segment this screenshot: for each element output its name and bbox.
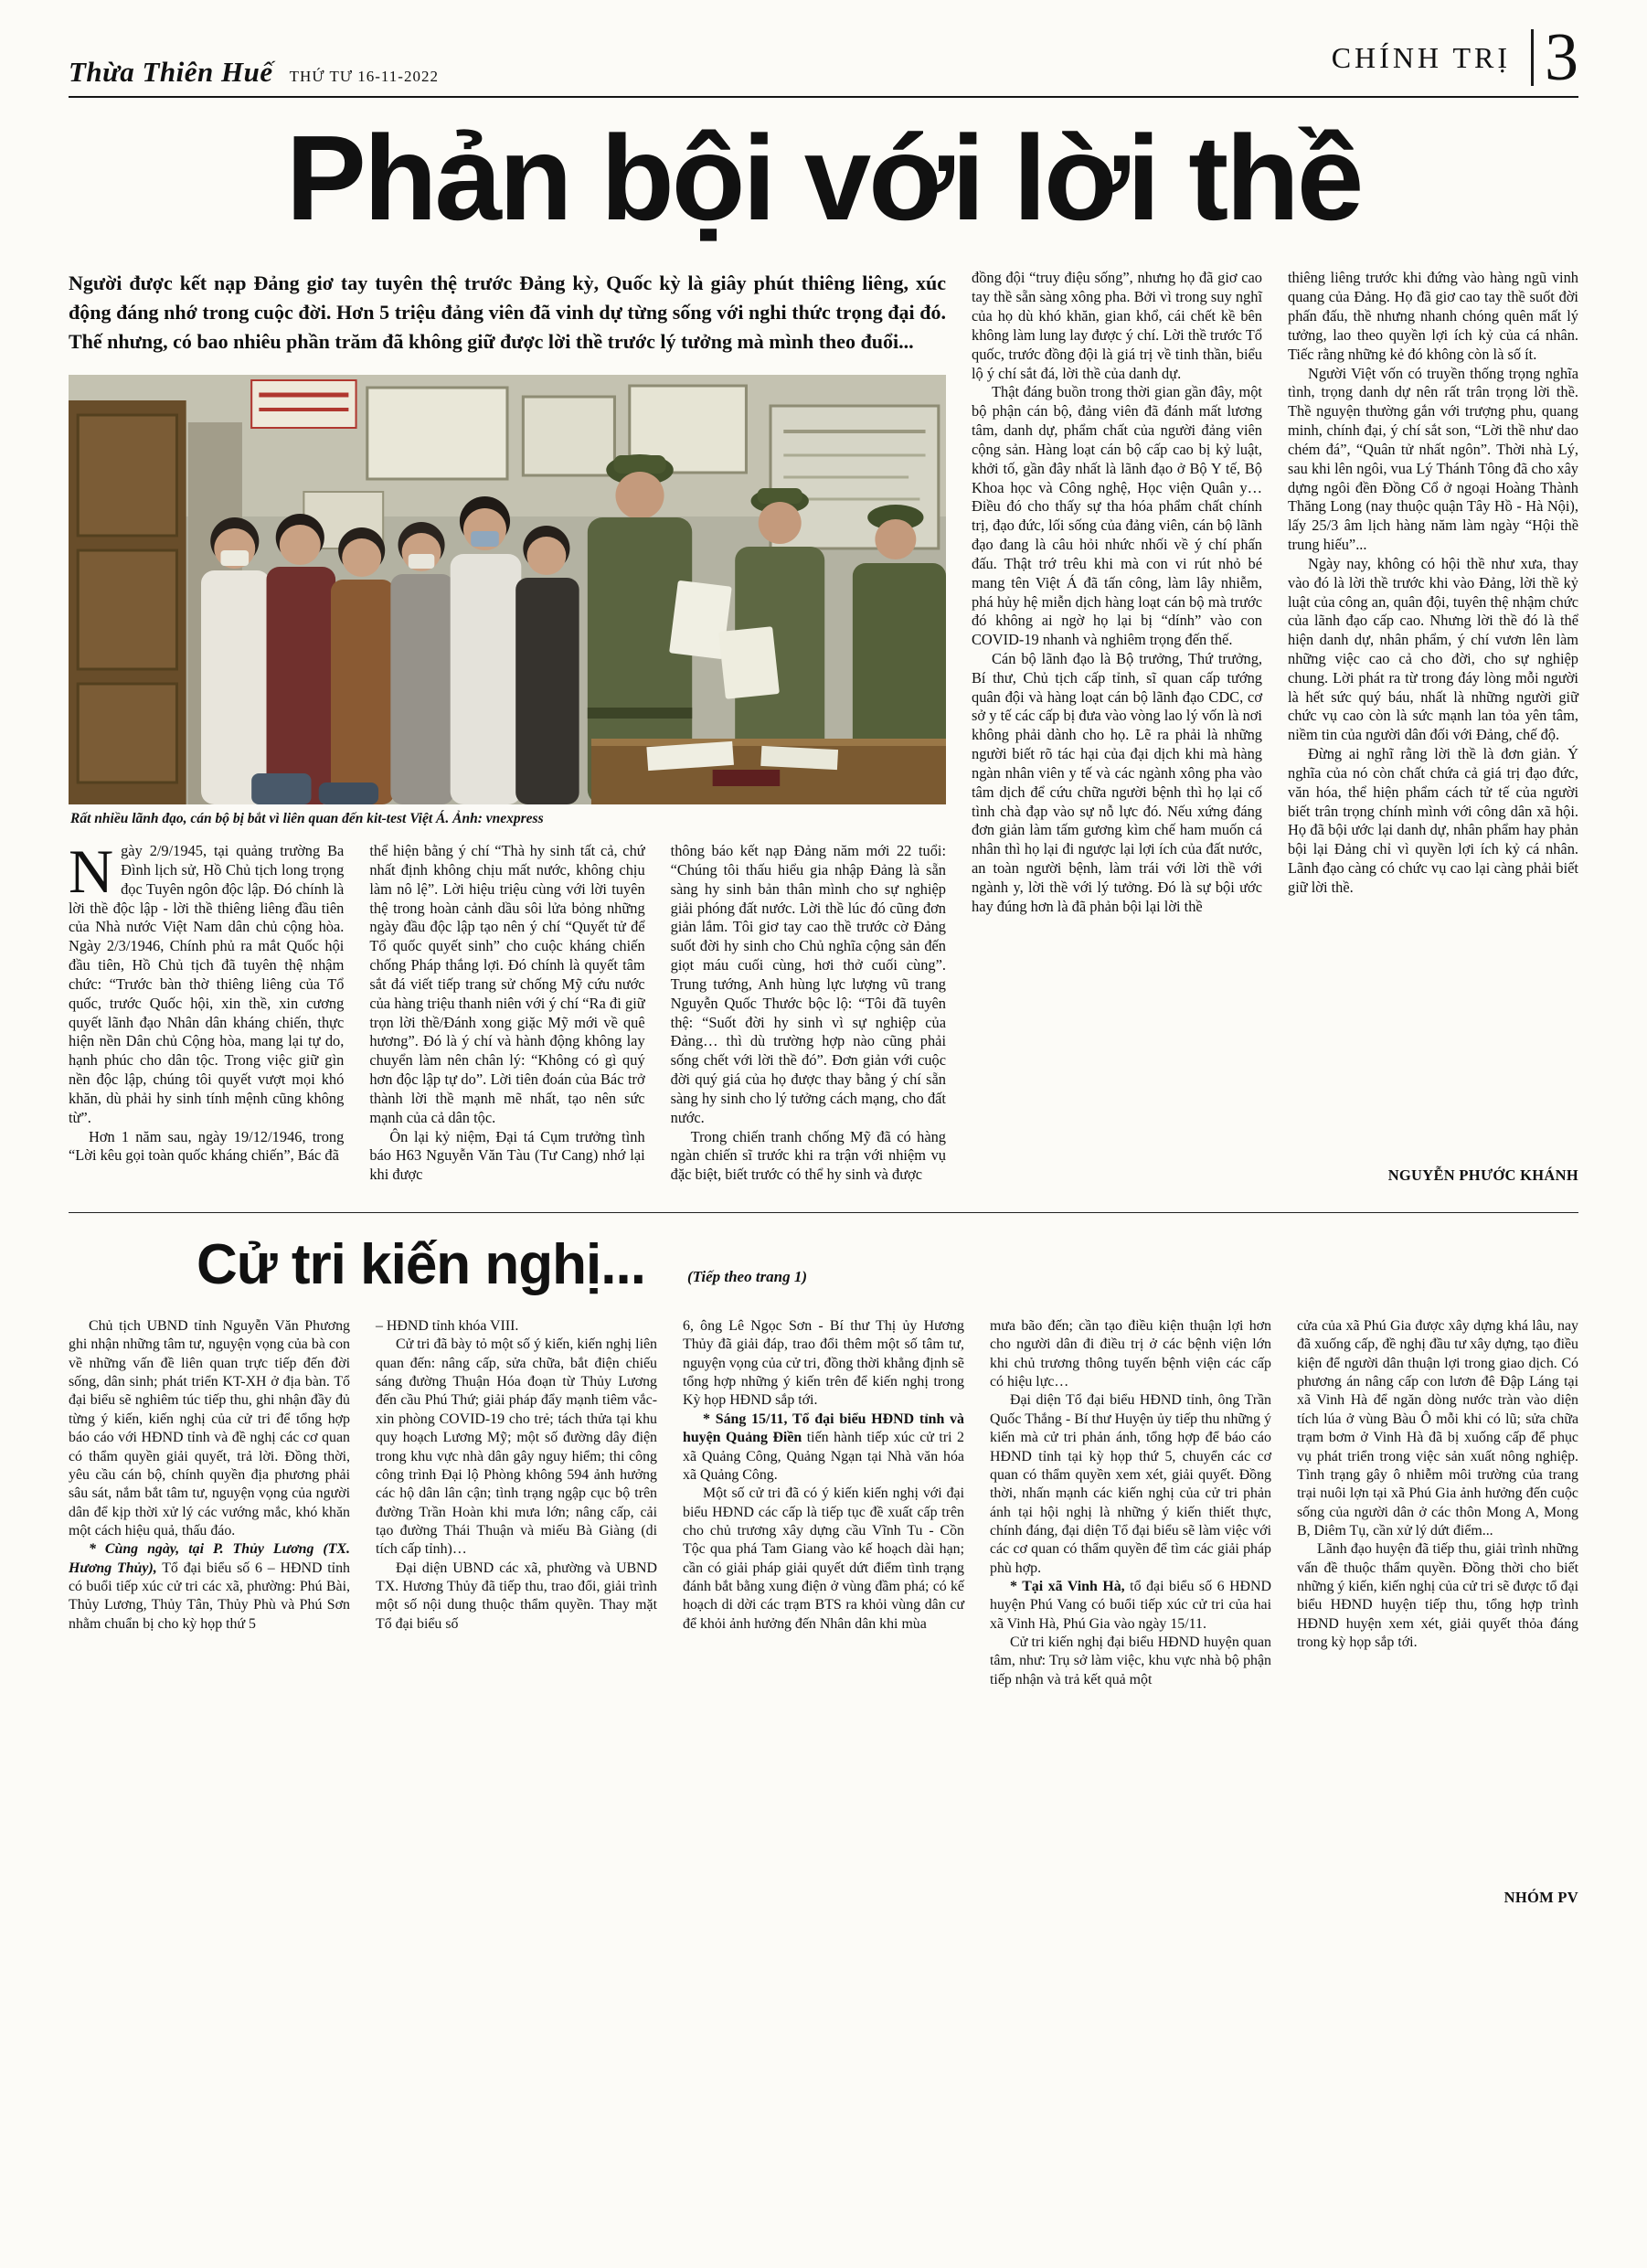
- paragraph: Lãnh đạo huyện đã tiếp thu, giải trình những vấn đề thuộc thẩm quyền. Đồng thời cho biết những ý kiến, kiến nghị của cử tri sẽ được tổ đại biểu HĐND huyện tiếp thu, tổng hợp trình HĐND huyện xem xét, giải quyết thỏa đáng trong kỳ họp sắp tới.: [1297, 1541, 1578, 1651]
- paragraph: [990, 1578, 1271, 1634]
- continuation-note: (Tiếp theo trang 1): [686, 1268, 808, 1285]
- section-title: CHÍNH TRỊ: [1331, 40, 1511, 74]
- second-article-header: [197, 1233, 1578, 1296]
- paragraph: Chủ tịch UBND tỉnh Nguyễn Văn Phương ghi nhận những tâm tư, nguyện vọng của bà con về những vấn đề liên quan trực tiếp đến đời sống, dân sinh; phát triển KT-XH ở địa bàn. Tổ đại biểu sẽ nghiêm túc tiếp thu, ghi nhận đầy đủ từng ý kiến, kiến nghị của cử tri để tổng hợp báo cáo với HĐND tỉnh và đề nghị các cơ quan có thẩm quyền giải quyết, trả lời. Đồng thời, yêu cầu cán bộ, chính quyền địa phương phải sâu sát, nắm bắt tâm tư, nguyện vọng của người dân để kịp thời xử lý các vướng mắc, khó khăn một cách hiệu quả, thấu đáo.: [69, 1318, 350, 1539]
- paragraph: [69, 1540, 350, 1634]
- page-number: 3: [1545, 20, 1578, 95]
- page-header: [69, 20, 1578, 95]
- header-rule: [69, 96, 1578, 98]
- paragraph: mưa bão đến; cần tạo điều kiện thuận lợi hơn cho người dân đi điều trị ở các bệnh viện lớn khi chủ trương thông tuyến bệnh viện các cấp có hiệu lực…: [990, 1318, 1271, 1390]
- masthead: Thừa Thiên Huế: [69, 55, 273, 88]
- lead-paragraph: Người được kết nạp Đảng giơ tay tuyên thệ trước Đảng kỳ, Quốc kỳ là giây phút thiêng liêng, xúc động đáng nhớ trong cuộc đời. Hơn 5 triệu đảng viên đã vinh dự từng sống với nghi thức trọng đại đó. Thế nhưng, có bao nhiêu phần trăm đã không giữ được lời thề trước lý tưởng mà mình theo đuổi...: [69, 272, 946, 354]
- photo-caption-text: Rất nhiều lãnh đạo, cán bộ bị bắt vì liên quan đến kit-test Việt Á.: [70, 811, 450, 827]
- main-byline: NGUYỄN PHƯỚC KHÁNH: [1387, 1166, 1578, 1184]
- second-column-3: [683, 1317, 964, 1907]
- main-left-block: [69, 269, 946, 1185]
- second-headline: Cử tri kiến nghị...: [197, 1233, 645, 1296]
- paragraph-lead-in: * Tại xã Vinh Hà,: [1010, 1579, 1125, 1595]
- paragraph: Ngày nay, không có hội thề như xưa, thay vào đó là lời thề trước khi vào Đảng, lời thề kỷ luật của công an, quân đội, tuyên thệ nhậm chức của lãnh đạo cấp cao. Nhưng lời thề đó là thể hiện danh dự, nhân phẩm, ý chí vươn lên làm những việc cao cả cho đời, cho sự nghiệp chung. Lời phát ra từ trong đáy lòng mỗi người là hết sức quý báu, nhất là những người giữ chức vụ cao còn là sức mạnh lan tỏa yên tâm, niềm tin của người dân đối với Đảng, chế độ.: [1288, 554, 1578, 744]
- second-column-2: [376, 1317, 657, 1907]
- paragraph: Đừng ai nghĩ rằng lời thề là đơn giản. Ý nghĩa của nó còn chất chứa cả giá trị đạo đức, văn hóa, thể hiện phẩm cách tử tế của người biết trân trọng chính mình với công dân xã hội. Họ đã bội ước lại danh dự, nhân phẩm hay phản bội lại Đảng chỉ vì quyền lợi ích kỷ cá nhân. Lãnh đạo càng có chức vụ cao lại càng phải biết giữ lời thề.: [1288, 745, 1578, 896]
- main-column-5: [1288, 269, 1578, 1185]
- second-article: [69, 1233, 1578, 1907]
- paragraph: Hơn 1 năm sau, ngày 19/12/1946, trong “Lời kêu gọi toàn quốc kháng chiến”, Bác đã: [69, 1127, 345, 1165]
- desk: [591, 739, 946, 804]
- masthead-block: [69, 56, 439, 89]
- paragraph-text: gày 2/9/1945, tại quảng trường Ba Đình lịch sử, Hồ Chủ tịch long trọng đọc Tuyên ngôn độc lập. Đó chính là lời thề độc lập - lời thề thiêng liêng đầu tiên của Nhà nước Việt Nam dân chủ cộng hòa. Ngày 2/3/1946, Chính phủ ra mắt Quốc hội đầu tiên, Hồ Chủ tịch đã tuyên thệ nhậm chức: “Trước bàn thờ thiêng liêng của Tổ quốc, trước Quốc hội, xin thề, xin cương quyết lãnh đạo Nhân dân kháng chiến, thực hiện nền Dân chủ Cộng hòa, mang lại tự do, hạnh phúc cho dân tộc. Trong việc giữ gìn nền độc lập, chúng tôi quyết vượt mọi khó khăn, dù phải hy sinh tính mệnh cũng không từ”.: [69, 842, 345, 1126]
- paragraph-lead-in: * Cùng ngày, tại P. Thủy Lương (TX. Hương Thủy),: [69, 1541, 350, 1576]
- paragraph: Cán bộ lãnh đạo là Bộ trưởng, Thứ trưởng, Bí thư, Chủ tịch cấp tỉnh, sĩ quan cấp tướng quân đội và hàng loạt cán bộ lãnh đạo CDC, cơ sở y tế các cấp bị đưa vào vòng lao lý vốn là nơi không phải dành cho họ. Lẽ ra phải là những người biết rõ tác hại của đại dịch khi mà hàng ngàn nhân viên y tế và các ngành xông pha vào tâm dịch để cứu chữa người bệnh thì họ lại cố tình chà đạp vào sự nỗ lực đó. Nếu xứng đáng đơn giản làm tấm gương kìm chế ham muốn cá nhân thì họ lại đi ngược lại lợi ích của đất nước, an toàn người bệnh, làm trái với lời thề với ngành y, lời thề với lý tưởng. Đó là sự bội ước hay đúng hơn là đã phản bội lại lời thề: [972, 649, 1262, 915]
- second-byline: NHÓM PV: [1504, 1889, 1578, 1906]
- second-column-1: [69, 1317, 350, 1907]
- section-block: [1331, 20, 1578, 95]
- paragraph: Cử tri đã bày tỏ một số ý kiến, kiến nghị liên quan đến: nâng cấp, sửa chữa, bắt điện chiếu sáng đường Thuận Hóa đoạn từ Thủy Lương đến cầu Phú Thứ; giải pháp đẩy mạnh tiêm vắc-xin phòng COVID-19 cho trẻ; tách thửa tại khu quy hoạch Lương Mỹ; một số đường dây điện trong khu vực nhà dân gây nguy hiểm; thi công công trình Đại lộ Phòng không 594 ảnh hưởng các hộ dân lân cận; tình trạng ngập cục bộ trên đường Trần Hoàn khi mưa lớn; nâng cấp, cải tạo đường Thái Thuận và miếu Bà Giàng (di tích cấp tỉnh)…: [376, 1336, 657, 1558]
- paragraph: Một số cử tri đã có ý kiến kiến nghị với đại biểu HĐND các cấp là tiếp tục đề xuất cấp trên cho chủ trương xây dựng cầu Vĩnh Tu - Cồn Tộc qua phá Tam Giang vào kế hoạch dài hạn; cần có giải pháp giải quyết dứt điểm tình trạng đánh bắt bằng xung điện ở vùng đầm phá; có kế hoạch di dời các trạm BTS ra khỏi vùng dân cư để khỏi ảnh hưởng đến Nhân dân khi mùa: [683, 1485, 964, 1632]
- article-divider: [69, 1212, 1578, 1213]
- second-column-5: [1297, 1317, 1578, 1907]
- paragraph: Đại diện Tổ đại biểu HĐND tỉnh, ông Trần Quốc Thắng - Bí thư Huyện ủy tiếp thu những ý kiến mà cử tri phản ánh, tổng hợp để báo cáo HĐND tỉnh tại kỳ họp thứ 5, chuyển các cơ quan có thẩm quyền xem xét, giải quyết. Đồng thời, nhấn mạnh các kiến nghị của cử tri phản ánh tại hội nghị là những ý kiến thiết thực, chính đáng, đại diện Tổ đại biểu sẽ làm việc với các cơ quan có thẩm quyền để tìm các giải pháp phù hợp.: [990, 1392, 1271, 1576]
- main-article: [69, 111, 1578, 1185]
- paragraph: đồng đội “truy điệu sống”, nhưng họ đã giơ cao tay thề sẵn sàng xông pha. Bởi vì trong suy nghĩ của họ dù khó khăn, gian khổ, cái chết kề bên không làm lung lay được ý chí. Lời thề trước Tổ quốc, trước đồng đội là giá trị về tinh thần, biểu lộ ý chí sắt đá, lời thề của danh dự.: [972, 269, 1262, 382]
- photo-credit: Ảnh: vnexpress: [452, 811, 544, 827]
- photo-caption: [69, 804, 946, 827]
- main-headline: Phản bội với lời thề: [285, 110, 1362, 245]
- main-lower-columns: [69, 836, 946, 1185]
- drop-cap: N: [69, 836, 114, 907]
- paragraph: Cử tri kiến nghị đại biểu HĐND huyện quan tâm, như: Trụ sở làm việc, khu vực nhà bộ phận tiếp nhận và trả kết quả một: [990, 1634, 1271, 1688]
- main-column-1: [69, 836, 345, 1185]
- section-divider-bar: [1531, 29, 1534, 86]
- main-article-grid: [69, 269, 1578, 1185]
- photo-illustration: [69, 375, 946, 804]
- paragraph-text: tổ đại biểu số 6 HĐND huyện Phú Vang có buổi tiếp xúc cử tri của hai xã Vinh Hà, Phú Gia vào ngày 15/11.: [990, 1579, 1271, 1632]
- paragraph: Người Việt vốn có truyền thống trọng nghĩa tình, trọng danh dự nên rất trân trọng lời thề. Thề nguyện thường gắn với trượng phu, quang minh, chính đại, ý chí sắt son, “Lời thề như dao chém đá”, “Quân tử nhất ngôn”. Thời nhà Lý, sau khi lên ngôi, vua Lý Thánh Tông đã cho xây dựng ngôi đền Đồng Cổ ở ngoại Hoàng Thành Thăng Long (nay thuộc quận Tây Hồ - Hà Nội), lấy 25/3 âm lịch hàng năm làm ngày “Hội thề trung hiếu”...: [1288, 364, 1578, 554]
- paragraph: [69, 836, 345, 1127]
- paragraph: Ôn lại kỷ niệm, Đại tá Cụm trưởng tình báo H63 Nguyễn Văn Tàu (Tư Cang) nhớ lại khi được: [369, 1127, 645, 1184]
- article-photo: [69, 375, 946, 827]
- paragraph-text: Tổ đại biểu số 6 – HĐND tỉnh có buổi tiếp xúc cử tri các xã, phường: Phú Bài, Thủy Lương, Thủy Tân, Thủy Phù và Phú Sơn nhằm chuẩn bị cho kỳ họp thứ 5: [69, 1560, 350, 1632]
- paragraph: thiêng liêng trước khi đứng vào hàng ngũ vinh quang của Đảng. Họ đã giơ cao tay thề suốt đời phấn đấu, thề nhưng nhanh chóng quên mất lý tưởng, lao theo quyền lợi ích kỷ của cá nhân. Tiếc rằng những kẻ đó không còn là số ít.: [1288, 269, 1578, 363]
- issue-date: THỨ TƯ 16-11-2022: [289, 67, 439, 85]
- paragraph: Đại diện UBND các xã, phường và UBND TX. Hương Thủy đã tiếp thu, trao đổi, giải trình một số nội dung thuộc thẩm quyền. Thay mặt Tổ đại biểu số: [376, 1560, 657, 1632]
- paragraph: Thật đáng buồn trong thời gian gần đây, một bộ phận cán bộ, đảng viên đã đánh mất lương tâm, danh dự, phẩm chất của người đảng viên cộng sản. Hàng loạt cán bộ cấp cao bị kỷ luật, khởi tố, gần đây nhất là lãnh đạo ở Bộ Y tế, Bộ Khoa học và Công nghệ, Học viện Quân y… Điều đó cho thấy sự tha hóa phẩm chất chính trị, đạo đức, lối sống của đảng viên, cán bộ lãnh đạo đang là câu hỏi nhức nhối về ý chí phấn đấu. Thật trớ trêu khi mà con vi rút nhỏ bé mang tên Việt Á đã tấn công, làm lây nhiễm, phá hủy hệ miễn dịch hàng loạt cán bộ mà trước đó không ai ngờ họ lại bị “dính” vào con COVID-19 nhanh và nghiêm trọng đến thế.: [972, 383, 1262, 649]
- main-column-3: [671, 842, 946, 1185]
- second-article-columns: [69, 1317, 1578, 1907]
- second-column-4: [990, 1317, 1271, 1907]
- paragraph-lead-in: * Sáng 15/11, Tổ đại biểu HĐND tỉnh và huyện Quảng Điền: [683, 1411, 964, 1446]
- paragraph: Trong chiến tranh chống Mỹ đã có hàng ngàn chiến sĩ trước khi ra trận với nhiệm vụ đặc biệt, biết trước có thể hy sinh và được: [670, 1127, 946, 1184]
- paragraph: cửa của xã Phú Gia được xây dựng khá lâu, nay đã xuống cấp, đề nghị đầu tư xây dựng, tạo điều kiện để người dân thuận lợi trong giao dịch. Có phương án nâng cấp con lươn đê Đập Láng tại xã Vinh Hà để ngăn dòng nước tràn vào diện tích lúa ở vùng Bàu Ô mỗi khi có lũ; sửa chữa trạm bơm ở Vinh Hà đã bị xuống cấp để phục vụ phát triển trong việc sản xuất nông nghiệp. Tình trạng gây ô nhiễm môi trường của trang trại nuôi lợn tại xã Phú Gia ảnh hưởng đến cuộc sống của người dân ở các thôn Mong A, Mong B, Diêm Tụ, cần xử lý dứt điểm...: [1297, 1318, 1578, 1539]
- paragraph: [683, 1411, 964, 1485]
- paragraph: – HĐND tỉnh khóa VIII.: [376, 1318, 519, 1334]
- paragraph: 6, ông Lê Ngọc Sơn - Bí thư Thị ủy Hương Thủy đã giải đáp, trao đổi thêm một số tâm tư, nguyện vọng của cử tri, đồng thời khẳng định sẽ tổng hợp những ý kiến trên để kiến nghị trong Kỳ họp HĐND sắp tới.: [683, 1318, 964, 1409]
- main-column-4: [972, 269, 1262, 1185]
- paragraph: thể hiện bằng ý chí “Thà hy sinh tất cả, chứ nhất định không chịu mất nước, không chịu làm nô lệ”. Lời hiệu triệu cùng với lời tuyên thệ trong hoàn cảnh dầu sôi lửa bỏng những ngày đầu độc lập tạo nên ý chí “Quyết tử để Tổ quốc quyết sinh” cho cuộc kháng chiến chống Pháp thắng lợi. Đó chính là quyết tâm sắt đá viết tiếp trang sử chống Mỹ cứu nước của hàng triệu thanh niên với ý chí “Ra đi giữ trọn lời thề/Đánh xong giặc Mỹ mới về quê hương”. Đó là ý chí và hành động không lay chuyển làm nên chân lý: “Không có gì quý hơn độc lập tự do”. Lời tiên đoán của Bác trở thành lời thề mạnh mẽ nhất, tạo nên sức mạnh của cả dân tộc.: [369, 842, 645, 1126]
- paragraph-text: tiến hành tiếp xúc cử tri 2 xã Quảng Công, Quảng Ngạn tại Nhà văn hóa xã Quảng Công.: [683, 1430, 964, 1483]
- paragraph: thông báo kết nạp Đảng năm mới 22 tuổi: “Chúng tôi thấu hiểu gia nhập Đảng là sẵn sàng hy sinh bản thân mình cho sự nghiệp giải phóng đất nước. Lời thề lúc đó cũng đơn giản lắm. Tôi giơ tay cao thề trước cờ Đảng suốt đời hy sinh cho Chủ nghĩa cộng sản đến giọt máu cuối cùng, hơi thở cuối cùng”. Trung tướng, Anh hùng lực lượng vũ trang Nguyễn Quốc Thước bộc lộ: “Tôi đã tuyên thệ: “Suốt đời hy sinh vì sự nghiệp của Đảng… thì dù trường hợp nào cũng phải sống chết với lời thề đó”. Đơn giản với cuộc đời quý giá của họ được thay bằng ý chí sẵn sàng hy sinh cho lý tưởng cách mạng, cho đất nước.: [670, 842, 946, 1126]
- main-column-2: [369, 842, 644, 1185]
